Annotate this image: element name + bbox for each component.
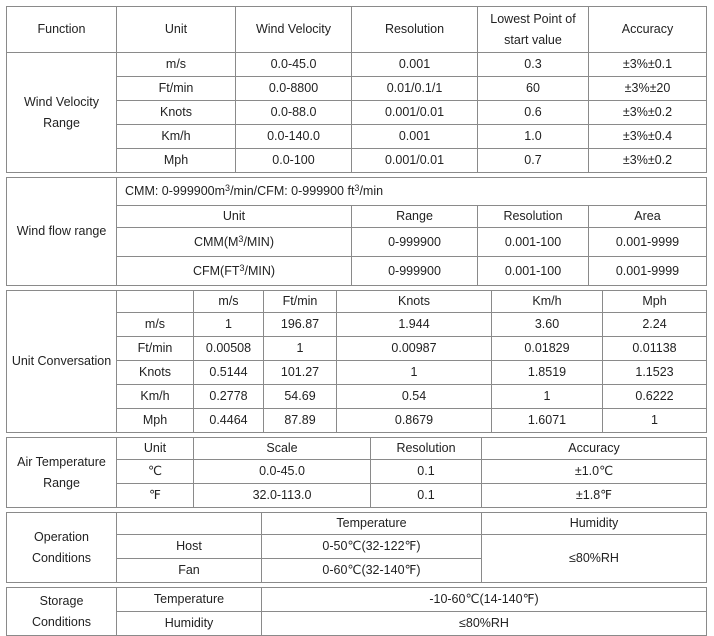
- value-cell: 1.944: [337, 313, 492, 337]
- summary-cfm-exponent: 3: [354, 183, 360, 193]
- value-cell: ≤80%RH: [262, 612, 707, 636]
- unit-text: CMM(M: [193, 234, 239, 249]
- air-temp-label: Air Temperature Range: [7, 438, 117, 508]
- range-cell: 0.0-88.0: [236, 101, 352, 125]
- range-cell: 0.0-140.0: [236, 125, 352, 149]
- conversion-header-row: [7, 291, 707, 313]
- summary-suffix: /min: [359, 184, 384, 198]
- unit-cell: m/s: [117, 53, 236, 77]
- conversion-label: Unit Conversation: [7, 291, 117, 433]
- unit-cell: [117, 257, 352, 286]
- value-cell: 1.6071: [492, 409, 603, 433]
- accuracy-cell: ±3%±20: [589, 77, 707, 101]
- table-row: [7, 53, 707, 77]
- unit-exponent: 3: [239, 262, 245, 273]
- value-cell: -10-60℃(14-140℉): [262, 588, 707, 612]
- header-unit: Unit: [117, 438, 194, 460]
- unit-text: /MIN): [243, 234, 274, 249]
- resolution-cell: 0.001-100: [478, 257, 589, 286]
- accuracy-cell: ±3%±0.1: [589, 53, 707, 77]
- column-header: Mph: [603, 291, 707, 313]
- header-area: Area: [589, 206, 707, 228]
- resolution-cell: 0.1: [371, 484, 482, 508]
- lowest-cell: 60: [478, 77, 589, 101]
- row-name: Fan: [117, 559, 262, 583]
- value-cell: 0.4464: [194, 409, 264, 433]
- row-unit: Km/h: [117, 385, 194, 409]
- temperature-cell: 0-50℃(32-122℉): [262, 535, 482, 559]
- air-temp-header-row: [7, 438, 707, 460]
- resolution-cell: 0.01/0.1/1: [352, 77, 478, 101]
- header-accuracy: Accuracy: [482, 438, 707, 460]
- range-cell: 0.0-8800: [236, 77, 352, 101]
- header-wind-velocity: Wind Velocity: [236, 7, 352, 53]
- accuracy-cell: ±3%±0.2: [589, 149, 707, 173]
- value-cell: 0.01829: [492, 337, 603, 361]
- value-cell: 101.27: [264, 361, 337, 385]
- header-humidity: Humidity: [482, 513, 707, 535]
- accuracy-cell: ±1.8℉: [482, 484, 707, 508]
- unit-cell: Km/h: [117, 125, 236, 149]
- header-lowest-point: Lowest Point of start value: [478, 7, 589, 53]
- area-cell: 0.001-9999: [589, 257, 707, 286]
- range-cell: 0-999900: [352, 228, 478, 257]
- value-cell: 87.89: [264, 409, 337, 433]
- corner-cell: [117, 513, 262, 535]
- resolution-cell: 0.001: [352, 53, 478, 77]
- scale-cell: 32.0-113.0: [194, 484, 371, 508]
- summary-cmm-exponent: 3: [225, 183, 231, 193]
- header-unit: Unit: [117, 7, 236, 53]
- header-row: [7, 7, 707, 53]
- lowest-cell: 0.3: [478, 53, 589, 77]
- header-scale: Scale: [194, 438, 371, 460]
- value-cell: 1: [194, 313, 264, 337]
- operation-label: Operation Conditions: [7, 513, 117, 583]
- value-cell: 1: [492, 385, 603, 409]
- resolution-cell: 0.1: [371, 460, 482, 484]
- unit-cell: Ft/min: [117, 77, 236, 101]
- header-accuracy: Accuracy: [589, 7, 707, 53]
- header-function: Function: [7, 7, 117, 53]
- value-cell: 0.6222: [603, 385, 707, 409]
- unit-text: /MIN): [244, 263, 276, 278]
- humidity-cell: ≤80%RH: [482, 535, 707, 583]
- unit-cell: Knots: [117, 101, 236, 125]
- value-cell: 1: [603, 409, 707, 433]
- column-header: Km/h: [492, 291, 603, 313]
- lowest-cell: 0.7: [478, 149, 589, 173]
- header-resolution: Resolution: [371, 438, 482, 460]
- column-header: Ft/min: [264, 291, 337, 313]
- value-cell: 0.54: [337, 385, 492, 409]
- wind-flow-table: [6, 177, 707, 286]
- wind-flow-summary-row: [7, 178, 707, 206]
- value-cell: 1: [264, 337, 337, 361]
- value-cell: 3.60: [492, 313, 603, 337]
- wind-flow-summary: [117, 178, 707, 206]
- range-cell: 0-999900: [352, 257, 478, 286]
- wind-velocity-table: [6, 6, 707, 173]
- storage-label: Storage Conditions: [7, 588, 117, 636]
- accuracy-cell: ±3%±0.2: [589, 101, 707, 125]
- header-temperature: Temperature: [262, 513, 482, 535]
- value-cell: 1.8519: [492, 361, 603, 385]
- row-unit: m/s: [117, 313, 194, 337]
- value-cell: 196.87: [264, 313, 337, 337]
- unit-cell: Mph: [117, 149, 236, 173]
- unit-cell: ℃: [117, 460, 194, 484]
- row-unit: Knots: [117, 361, 194, 385]
- resolution-cell: 0.001/0.01: [352, 101, 478, 125]
- header-range: Range: [352, 206, 478, 228]
- column-header: m/s: [194, 291, 264, 313]
- header-unit: Unit: [117, 206, 352, 228]
- row-name: Temperature: [117, 588, 262, 612]
- lowest-cell: 1.0: [478, 125, 589, 149]
- value-cell: 0.8679: [337, 409, 492, 433]
- value-cell: 0.2778: [194, 385, 264, 409]
- unit-cell: [117, 228, 352, 257]
- unit-text: CFM(FT: [192, 263, 240, 278]
- header-resolution: Resolution: [478, 206, 589, 228]
- unit-conversion-table: [6, 290, 707, 433]
- value-cell: 0.5144: [194, 361, 264, 385]
- value-cell: 0.01138: [603, 337, 707, 361]
- accuracy-cell: ±1.0℃: [482, 460, 707, 484]
- lowest-cell: 0.6: [478, 101, 589, 125]
- table-row: [7, 588, 707, 612]
- resolution-cell: 0.001/0.01: [352, 149, 478, 173]
- resolution-cell: 0.001-100: [478, 228, 589, 257]
- storage-conditions-table: [6, 587, 707, 636]
- header-resolution: Resolution: [352, 7, 478, 53]
- scale-cell: 0.0-45.0: [194, 460, 371, 484]
- area-cell: 0.001-9999: [589, 228, 707, 257]
- row-unit: Ft/min: [117, 337, 194, 361]
- range-cell: 0.0-100: [236, 149, 352, 173]
- temperature-cell: 0-60℃(32-140℉): [262, 559, 482, 583]
- resolution-cell: 0.001: [352, 125, 478, 149]
- air-temperature-table: [6, 437, 707, 508]
- accuracy-cell: ±3%±0.4: [589, 125, 707, 149]
- row-name: Host: [117, 535, 262, 559]
- value-cell: 1.1523: [603, 361, 707, 385]
- range-cell: 0.0-45.0: [236, 53, 352, 77]
- wind-flow-label: Wind flow range: [7, 178, 117, 286]
- value-cell: 2.24: [603, 313, 707, 337]
- value-cell: 1: [337, 361, 492, 385]
- value-cell: 0.00987: [337, 337, 492, 361]
- operation-conditions-table: [6, 512, 707, 583]
- spec-sheet: [6, 6, 706, 636]
- summary-mid: /min/CFM: 0-999900 ft: [230, 184, 355, 198]
- row-name: Humidity: [117, 612, 262, 636]
- column-header: Knots: [337, 291, 492, 313]
- corner-cell: [117, 291, 194, 313]
- value-cell: 54.69: [264, 385, 337, 409]
- operation-header-row: [7, 513, 707, 535]
- wind-velocity-label: Wind Velocity Range: [7, 53, 117, 173]
- unit-exponent: 3: [238, 233, 244, 244]
- unit-cell: ℉: [117, 484, 194, 508]
- row-unit: Mph: [117, 409, 194, 433]
- value-cell: 0.00508: [194, 337, 264, 361]
- summary-cmm: CMM: 0-999900m: [125, 184, 226, 198]
